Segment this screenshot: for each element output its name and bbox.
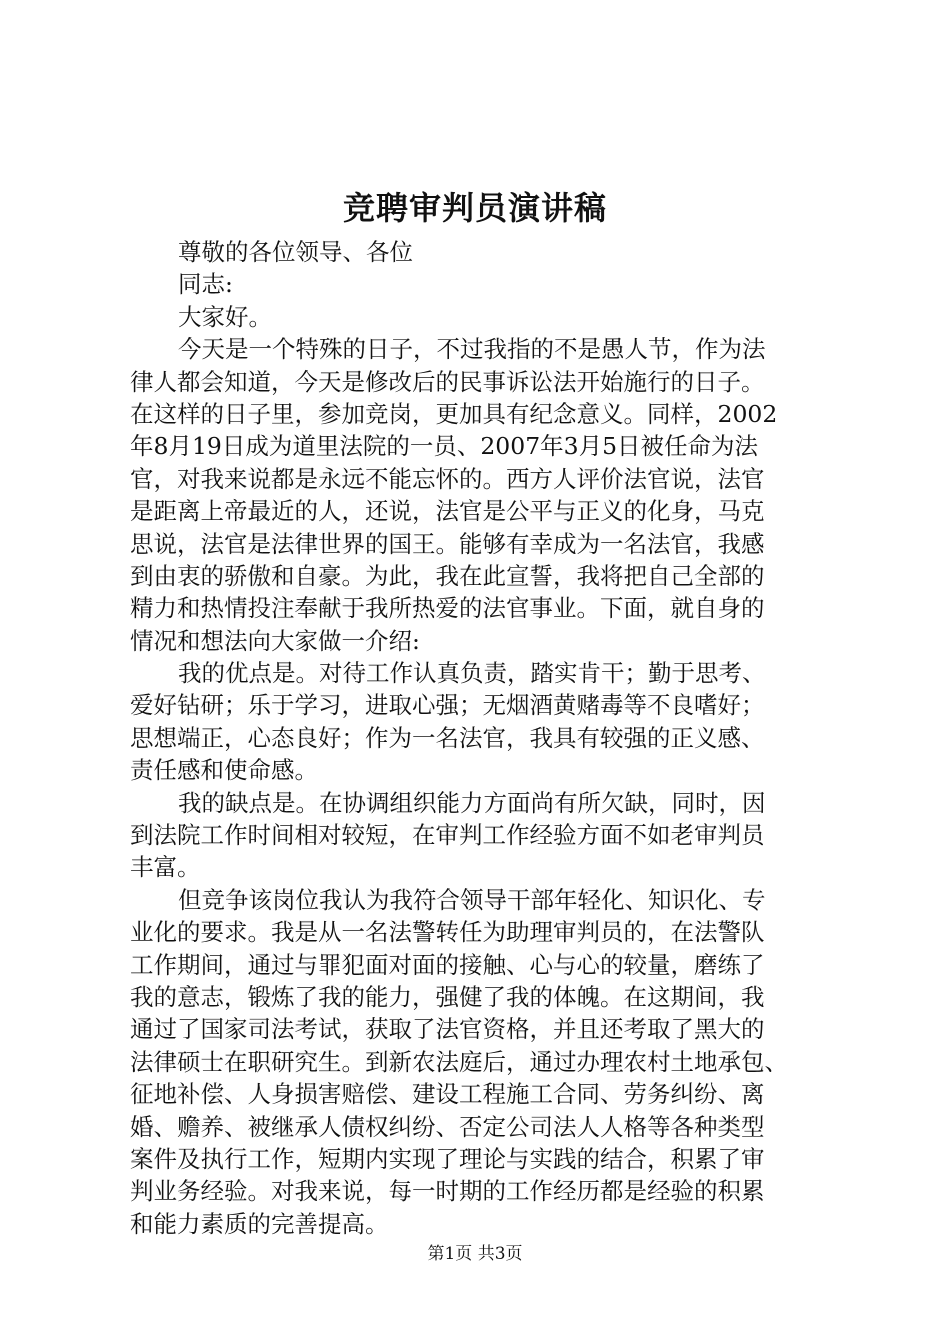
paragraph-line: 法律硕士在职研究生。到新农法庭后，通过办理农村土地承包、 (130, 1047, 788, 1076)
document-body (130, 236, 830, 1240)
paragraph-line: 到法院工作时间相对较短，在审判工作经验方面不如老审判员 (130, 821, 765, 850)
paragraph-line: 思想端正，心态良好；作为一名法官，我具有较强的正义感、 (130, 723, 765, 752)
paragraph-line: 但竞争该岗位我认为我符合领导干部年轻化、知识化、专 (178, 885, 766, 914)
paragraph-line: 官，对我来说都是永远不能忘怀的。西方人评价法官说，法官 (130, 464, 765, 493)
paragraph-line: 年8月19日成为道里法院的一员、2007年3月5日被任命为法 (130, 432, 759, 461)
paragraph-line: 我的意志，锻炼了我的能力，强健了我的体魄。在这期间，我 (130, 982, 765, 1011)
paragraph-line: 和能力素质的完善提高。 (130, 1209, 389, 1238)
paragraph-line: 我的缺点是。在协调组织能力方面尚有所欠缺，同时，因 (178, 788, 766, 817)
paragraph-line: 征地补偿、人身损害赔偿、建设工程施工合同、劳务纠纷、离 (130, 1080, 765, 1109)
paragraph-line: 婚、赡养、被继承人债权纠纷、否定公司法人人格等各种类型 (130, 1112, 765, 1141)
paragraph-line: 工作期间，通过与罪犯面对面的接触、心与心的较量，磨练了 (130, 950, 765, 979)
paragraph-line: 情况和想法向大家做一介绍: (130, 626, 420, 655)
paragraph-line: 业化的要求。我是从一名法警转任为助理审判员的，在法警队 (130, 918, 765, 947)
page-number-footer: 第1页 共3页 (427, 1244, 523, 1264)
paragraph-line: 律人都会知道，今天是修改后的民事诉讼法开始施行的日子。 (130, 367, 765, 396)
paragraph-line: 是距离上帝最近的人，还说，法官是公平与正义的化身，马克 (130, 497, 765, 526)
paragraph-line: 通过了国家司法考试，获取了法官资格，并且还考取了黑大的 (130, 1015, 765, 1044)
paragraph-line: 在这样的日子里，参加竞岗，更加具有纪念意义。同样，2002 (130, 399, 778, 428)
paragraph-line: 今天是一个特殊的日子，不过我指的不是愚人节，作为法 (178, 335, 766, 364)
paragraph-line: 丰富。 (130, 853, 201, 882)
paragraph-line: 我的优点是。对待工作认真负责，踏实肯干；勤于思考、 (178, 659, 766, 688)
paragraph-line: 思说，法官是法律世界的国王。能够有幸成为一名法官，我感 (130, 529, 765, 558)
paragraph-line: 案件及执行工作，短期内实现了理论与实践的结合，积累了审 (130, 1144, 765, 1173)
paragraph-line: 判业务经验。对我来说，每一时期的工作经历都是经验的积累 (130, 1177, 765, 1206)
paragraph-line: 精力和热情投注奉献于我所热爱的法官事业。下面，就自身的 (130, 594, 765, 623)
paragraph-line: 爱好钻研；乐于学习，进取心强；无烟酒黄赌毒等不良嗜好； (130, 691, 765, 720)
salutation-line: 尊敬的各位领导、各位 (178, 238, 413, 266)
document-title: 竞聘审判员演讲稿 (342, 189, 607, 227)
paragraph-line: 责任感和使命感。 (130, 756, 318, 785)
salutation-line: 同志: (178, 270, 233, 299)
paragraph-line: 到由衷的骄傲和自豪。为此，我在此宣誓，我将把自己全部的 (130, 561, 765, 590)
greeting-line: 大家好。 (178, 302, 272, 331)
